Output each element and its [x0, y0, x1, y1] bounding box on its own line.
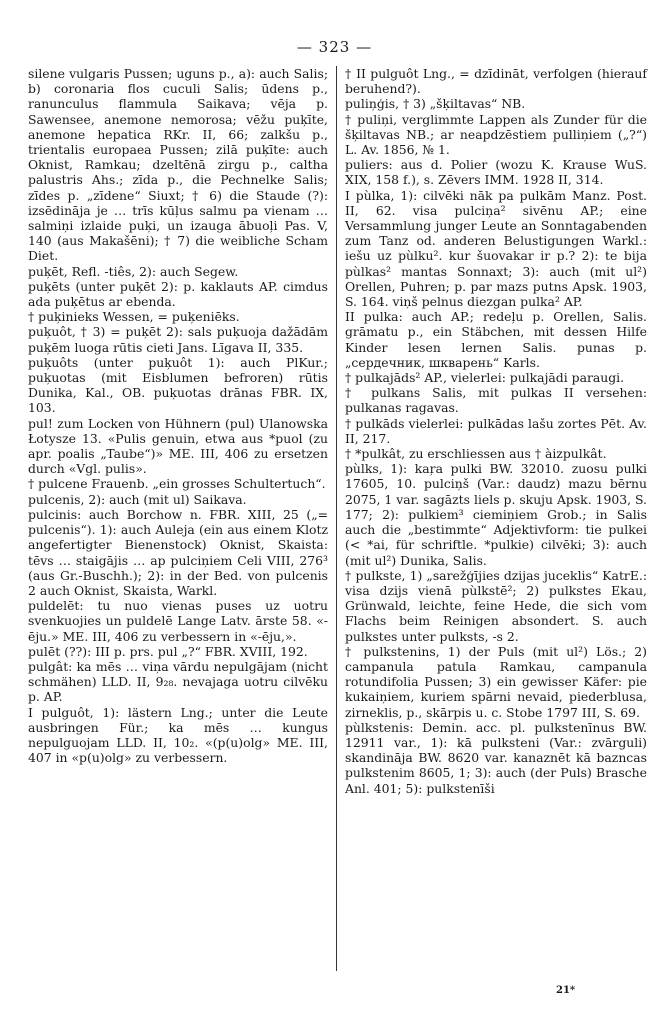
entry: † pulkste, 1) „sarežģījies dzijas juceklis“ KatrE.: visa dzijs vienā pùlkstē²; 2) pulkstes Ekau, Grünwald, leichte, feine Hede, die sich vom Flachs beim Reinigen absondert. S. auch pulkstes unter pulksts, -s 2.	[345, 567, 647, 644]
entry: puliers: aus d. Polier (wozu K. Krause WuS. XIX, 158 f.), s. Zēvers IMM. 1928 II, 314.	[345, 157, 647, 188]
signature-mark: 21*	[556, 985, 576, 996]
entry: pulcinis: auch Borchow n. FBR. XIII, 25 („= pulcenis“). 1): auch Auleja (ein aus einem Klotz angefertigter Bienenstock) Oknist, Skaista: tēvs … staigājis … ap pulciņiem Celi VIII, 276³ (aus Gr.-Buschh.); 2): in der Bed. von pulcenis 2 auch Oknist, Skaista, Warkl.	[28, 506, 328, 598]
entry: puķuôt, † 3) = puķēt 2): sals puķuoja dažādām puķēm luoga rūtis cieti Jans. Līgava II, 335.	[28, 324, 328, 355]
entry: I pulguôt, 1): lästern Lng.; unter die Leute ausbringen Für.; ka mēs … kungus nepulguojam LLD. II, 10₂. «(p(u)olg» ME. III, 407 in «p(u)olg» zu verbessern.	[28, 704, 328, 766]
entry: pulgât: ka mēs … viņa vārdu nepulgājam (nicht schmähen) LLD. II, 9₂₈. nevajaga uotru cilvēku p. AP.	[28, 658, 328, 705]
column-divider	[336, 66, 337, 971]
entry: pùlks, 1): kaŗa pulki BW. 32010. zuosu pulki 17605, 10. pulciņš (Var.: daudz) mazu bērnu 2075, 1 var. sagāzts liels p. skuju Apsk. 1903, S. 177; 2): pulkiem³ ciemiņiem Grob.; in Salis auch die „bestimmte“ Adjektivform: tie pulkei (< *ai, für schriftle. *pulkie) cilvēki; 3): auch (mit ul²) Dunika, Salis.	[345, 461, 647, 568]
entry: puldelēt: tu nuo vienas puses uz uotru svenkuojies un puldelē Lange Latv. ārste 58. «-ēju.» ME. III, 406 zu verbessern in «-ēju,».	[28, 598, 328, 644]
entry: † pulkāds vielerlei: pulkādas lašu zortes Pēt. Av. II, 217.	[345, 415, 647, 446]
page-number: — 323 —	[296, 38, 373, 56]
entry: puliņģis, † 3) „šķiltavas“ NB.	[345, 96, 526, 112]
entry: pul! zum Locken von Hühnern (pul) Ulanowska Łotysze 13. «Pulis genuin, etwa aus *puol (zu apr. poalis „Taube“)» ME. III, 406 zu ersetzen durch «Vgl. pulis».	[28, 415, 328, 477]
entry: puķēt, Refl. -tiês, 2): auch Segew.	[28, 263, 239, 279]
entry: puķēts (unter puķēt 2): p. kaklauts AP. cimdus ada puķētus ar ebenda.	[28, 278, 328, 310]
entry: II pulka: auch AP.; redeļu p. Orellen, Salis. grāmatu p., ein Stäbchen, mit dessen Hilfe Kinder lesen lernen Salis. punas p. „сердечник, шкварень“ Karls.	[345, 309, 647, 370]
entry: † puliņi, verglimmte Lappen als Zunder für die šķiltavas NB.; ar neapdzēstiem pulliņiem („?“) L. Av. 1856, № 1.	[345, 111, 647, 158]
entry: silene vulgaris Pussen; uguns p., a): auch Salis; b) coronaria flos cuculi Salis; ūdens p., ranunculus flammula Saikava; vēja p. Sawensee, anemone nemorosa; vēžu puķīte, anemone hepatica RKr. II, 66; zalkšu p., trientalis europaea Pussen; zilā puķīte: auch Oknist, Ramkau; dzeltēnā zirgu p., caltha palustris Ahs.; zīda p., die Pechnelke Salis; zīdes p. „zīdene“ Siuxt; † 6) die Staude (?): izsēdināja je … trīs kūļus salmu pa vienam … salmiņi izlaide puķi, un izauga ābuoļi Pas. V, 140 (aus Makašēni); † 7) die weibliche Scham Diet.	[28, 66, 328, 264]
entry: I pùlka, 1): cilvēki nāk pa pulkām Manz. Post. II, 62. visa pulciņa² sivēnu AP.; eine Versammlung junger Leute an Sonntagabenden zum Tanz od. anderen Belustigungen Warkl.: iešu uz pùlku². kur šuovakar ir p.? 2): te bija pùlkas² mantas Sonnaxt; 3): auch (mit ul²) Orellen, Puhren; p. par mazs putns Apsk. 1903, S. 164. viņš pelnus diezgan pulka² AP.	[345, 187, 647, 310]
entry: puķuôts (unter puķuôt 1): auch PlKur.; puķuotas (mit Eisblumen befroren) rūtis Dunika, Kal., OB. puķuotas drānas FBR. IX, 103.	[28, 354, 328, 416]
entry: † II pulguôt Lng., = dzīdināt, verfolgen (hierauf beruhend?).	[345, 66, 647, 97]
entry: † pulkans Salis, mit pulkas II versehen: pulkanas ragavas.	[345, 385, 647, 416]
entry: † pulkajāds² AP., vielerlei: pulkajādi paraugi.	[345, 370, 625, 386]
entry: pulcenis, 2): auch (mit ul) Saikava.	[28, 491, 247, 507]
entry: † puķinieks Wessen, = puķeniēks.	[28, 309, 240, 325]
entry: † pulcene Frauenb. „ein grosses Schultertuch“.	[28, 476, 326, 492]
entry: † pulkstenins, 1) der Puls (mit ul²) Lös.; 2) campanula patula Ramkau, campanula rotundifolia Pussen; 3) ein gewisser Käfer: pie kukaiņiem, kuriem spārni nevaid, piederblusa, zirneklis, p., skārpis u. c. Stobe 1797 III, S. 69.	[345, 643, 647, 720]
entry: † *pulkât, zu erschliessen aus † àizpulkât.	[345, 446, 607, 462]
left-column	[28, 66, 328, 765]
entry: pùlkstenis: Demin. acc. pl. pulkstenīnus BW. 12911 var., 1): kā pulksteni (Var.: zvārguli) skandināja BW. 8620 var. kanaznēt kā bazncas pulkstenim 8605, 1; 3): auch (der Puls) Brasche Anl. 401; 5): pulkstenīši	[345, 719, 647, 796]
right-column	[345, 66, 647, 796]
entry: pulēt (??): III p. prs. pul „?“ FBR. XVIII, 192.	[28, 643, 308, 659]
